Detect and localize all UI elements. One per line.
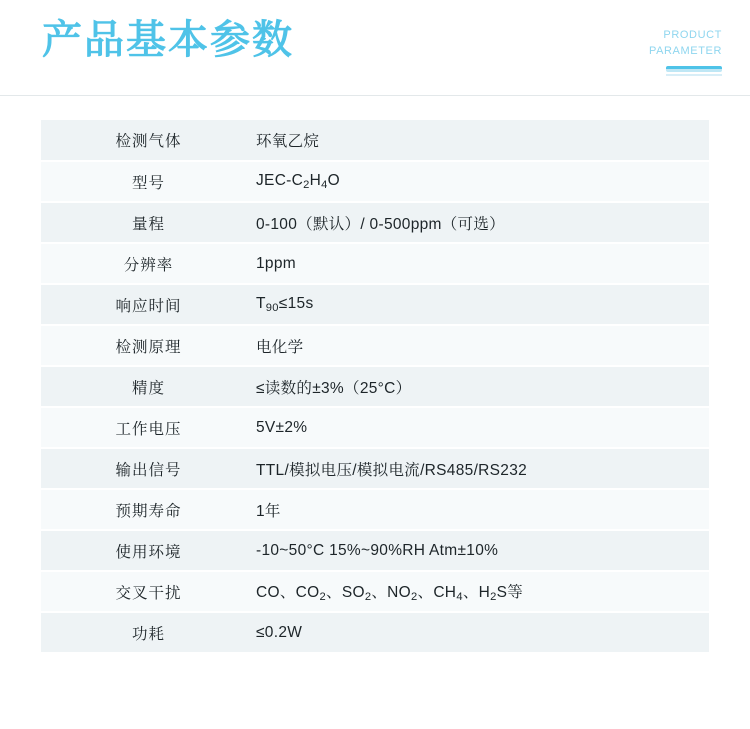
parameter-value: TTL/模拟电压/模拟电流/RS485/RS232 — [256, 448, 709, 489]
parameter-label: 检测原理 — [41, 325, 256, 366]
table-row — [41, 407, 709, 448]
parameter-label: 工作电压 — [41, 407, 256, 448]
parameter-value: ≤0.2W — [256, 612, 709, 653]
parameter-value: CO、$CO_2$、$SO_2$、$NO_2$、$CH_4$、$H_2S$等 — [256, 571, 709, 612]
title-underline-decoration — [666, 66, 722, 72]
parameter-value: JEC-$C_2H_4O$ — [256, 161, 709, 202]
title-english-line1: PRODUCT — [663, 29, 722, 41]
specification-table-body — [41, 120, 709, 653]
parameter-value: 1ppm — [256, 243, 709, 284]
title-english-line2: PARAMETER — [648, 44, 722, 57]
parameter-value: 5V±2% — [256, 407, 709, 448]
parameter-label: 响应时间 — [41, 284, 256, 325]
parameter-label: 功耗 — [41, 612, 256, 653]
parameter-label: 使用环境 — [41, 530, 256, 571]
parameter-label: 输出信号 — [41, 448, 256, 489]
parameter-label: 精度 — [41, 366, 256, 407]
parameter-label: 检测气体 — [41, 120, 256, 161]
footer-spacer — [0, 654, 750, 684]
table-row — [41, 120, 709, 161]
page-header — [0, 0, 750, 95]
table-row — [41, 448, 709, 489]
table-row — [41, 612, 709, 653]
parameter-label: 分辨率 — [41, 243, 256, 284]
table-row — [41, 489, 709, 530]
title-block — [42, 0, 294, 62]
table-row — [41, 243, 709, 284]
parameter-label: 预期寿命 — [41, 489, 256, 530]
table-row — [41, 530, 709, 571]
parameter-value: 0-100（默认）/ 0-500ppm（可选） — [256, 202, 709, 243]
page-title: 产品基本参数 — [42, 18, 294, 62]
table-row — [41, 366, 709, 407]
parameter-label: 量程 — [41, 202, 256, 243]
parameter-value: $T_{90}\le 15s$ — [256, 284, 709, 325]
table-row — [41, 161, 709, 202]
parameter-value: 1年 — [256, 489, 709, 530]
table-row — [41, 325, 709, 366]
table-row — [41, 571, 709, 612]
header-divider — [0, 95, 750, 96]
table-row — [41, 202, 709, 243]
specification-table — [41, 120, 709, 654]
parameter-value: -10~50°C 15%~90%RH Atm±10% — [256, 530, 709, 571]
title-english-block — [649, 0, 722, 72]
table-row — [41, 284, 709, 325]
parameter-value: 环氧乙烷 — [256, 120, 709, 161]
parameter-value: ≤读数的±3%（25°C） — [256, 366, 709, 407]
parameter-label: 型号 — [41, 161, 256, 202]
parameter-label: 交叉干扰 — [41, 571, 256, 612]
parameter-value: 电化学 — [256, 325, 709, 366]
